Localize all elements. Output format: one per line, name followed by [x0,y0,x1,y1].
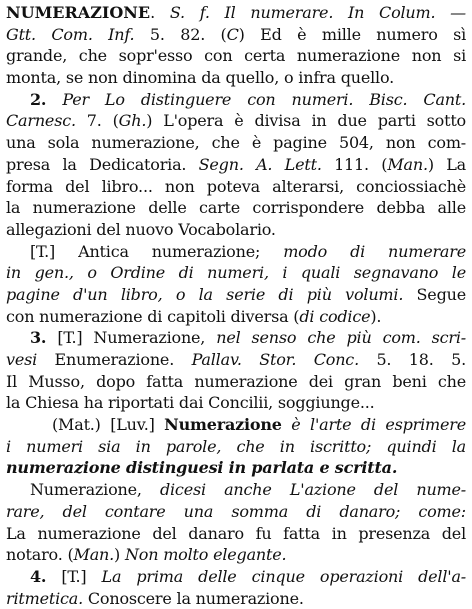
entry-text: 5. 82. ( [134,24,227,44]
entry-line [6,219,466,241]
entry-text: Carnesc. [6,111,76,131]
entry-text: numerazione distinguesi in parlata e scritta. [6,458,398,478]
entry-text: con numerazione di capitoli diversa ( [6,306,300,326]
entry-line [6,306,466,328]
entry-line [6,110,466,132]
entry-text: ) La [427,154,466,174]
entry-line [6,501,466,523]
entry-text: pagine d'un libro, o la serie di più volumi. [6,284,404,304]
entry-line [6,349,466,371]
sense-number: 2. [30,89,47,109]
entry-text: forma del libro... non poteva alterarsi, conciossiachè [6,176,466,196]
entry-text: Gtt. Com. Inf. [6,24,135,44]
entry-text: di codice [299,306,371,326]
dictionary-entry [6,2,466,609]
entry-text: vesi [6,350,38,369]
entry-text: 5. 18. 5. [358,350,466,369]
entry-text: C [226,24,239,44]
entry-line [6,436,466,458]
entry-line [6,176,466,198]
headword-line [6,2,466,24]
entry-text: Il Musso, dopo fatta numerazione dei gran beni che [6,371,466,391]
entry-text: Numerazione, [30,480,160,500]
entry-line [6,327,466,349]
entry-text: Segue [403,284,466,304]
entry-text: 7. ( [75,111,119,131]
entry-text: Man. [73,545,115,565]
entry-text: ). [370,306,382,326]
entry-text: Conoscere la numerazione. [82,588,304,608]
entry-text: Man. [387,154,428,174]
entry-line [6,392,466,414]
entry-line [6,523,466,545]
entry-text: dicesi anche L'azione del nume- [159,480,466,500]
entry-text: la numerazione delle carte corrispondere debba alle [6,198,466,218]
entry-text: [T.] [46,566,102,586]
entry-line [6,284,466,306]
entry-text: rare, del contare una somma di danaro; come: [6,501,466,521]
entry-text: S. f. Il numerare. In Colum. — [169,3,466,22]
entry-line [6,588,466,609]
entry-text: è l'arte di esprimere [291,415,466,435]
entry-line [6,45,466,67]
entry-text: Per Lo distinguere con numeri. Bisc. Cant. [62,89,466,109]
entry-text [46,90,62,109]
entry-text: allegazioni del nuovo Vocabolario. [6,219,276,239]
entry-text: modo di numerare [283,241,466,261]
entry-text: [T.] Antica numerazione; [30,241,284,261]
entry-text: ) [114,545,125,565]
entry-line [6,371,466,393]
entry-text: notaro. ( [6,545,74,565]
entry-text: [T.] Numerazione, [46,328,217,348]
entry-text: Enumerazione. [37,350,192,369]
entry-line [6,67,466,89]
entry-text: una sola numerazione, che è pagine 504, non com- [6,133,466,153]
entry-text: grande, che sopr'esso con certa numerazione non si [6,46,466,66]
entry-line [6,197,466,219]
entry-text: Non molto elegante. [124,545,287,565]
entry-text: ritmetica. [6,588,83,608]
entry-text: la Chiesa ha riportati dai Concilii, soggiunge... [6,393,375,413]
entry-line [6,566,466,588]
entry-line [6,262,466,284]
entry-text: Pallav. Stor. Conc. [191,350,359,369]
entry-text: La numerazione del danaro fu fatta in presenza del [6,523,466,543]
sense-number: Numerazione [164,415,282,435]
entry-text: La prima delle cinque operazioni dell'a- [101,566,466,586]
entry-line [6,414,466,436]
entry-text: ) L'opera è divisa in due parti sotto [146,111,466,131]
entry-text: . [150,3,170,22]
entry-line [6,24,466,46]
entry-line [6,241,466,263]
entry-text: in gen., o Ordine di numeri, i quali segnavano le [6,263,466,283]
entry-line [6,132,466,154]
entry-text [282,415,292,434]
entry-text: monta, se non dinomina da quello, o infra quello. [6,68,395,88]
entry-line [6,89,466,111]
entry-text: Segn. A. Lett. [198,154,322,174]
entry-line [6,544,466,566]
entry-text: i numeri sia in parole, che in iscritto; quindi la [6,436,466,456]
entry-text: ) Ed è mille numero sì [238,24,466,44]
entry-line [6,457,466,479]
entry-text: presa la Dedicatoria. [6,154,199,174]
sense-number: 3. [30,328,47,348]
entry-text: nel senso che più com. scri- [216,328,466,348]
headword: NUMERAZIONE [6,3,151,22]
entry-text: Gh. [118,111,147,131]
entry-line [6,154,466,176]
sense-number: 4. [30,566,47,586]
entry-line [6,479,466,501]
entry-text: (Mat.) [Luv.] [52,415,165,435]
entry-text: 111. ( [321,154,388,174]
